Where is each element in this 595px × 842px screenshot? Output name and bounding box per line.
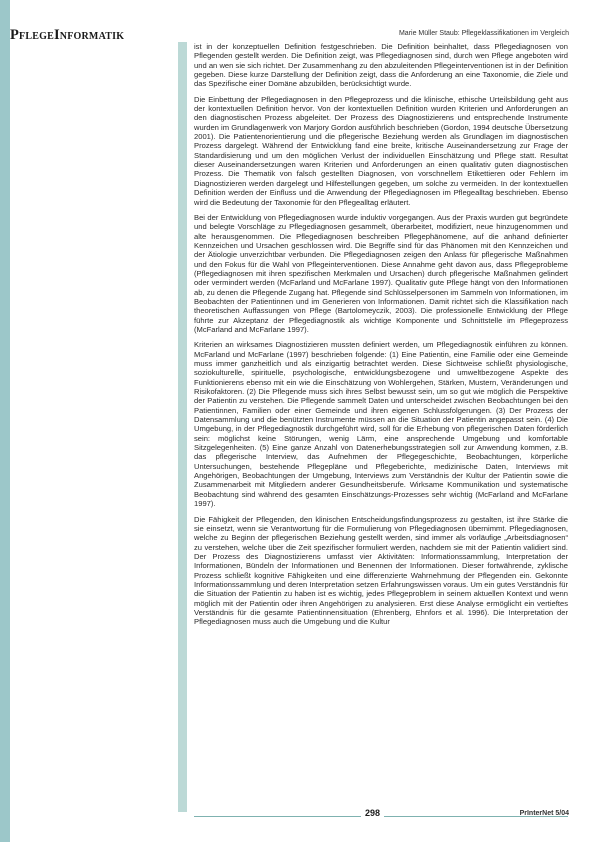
- decorative-sidebar: [178, 42, 187, 812]
- paragraph: Bei der Entwicklung von Pflegediagnosen wurde induktiv vorgegangen. Aus der Praxis wurden gut begründete und belegte Vorschläge zu Pflegediagnosen gesammelt, überarbeitet, modifiziert, neue hinzugenommen und alte herausgenommen. Die Pflegediagnosen beschreiben Pflegephänomene, auf die anhand definierter Kennzeichen und Ursachen geschlossen wird. Die Begriffe sind für das Phänomen mit den Kennzeichen und der Ätiologie unverzichtbar verbunden. Die Pflegediagnosen zeigen den Anlass für pflegerische Maßnahmen und den Fokus für die Wahl von Pflegeinterventionen. Diese Annahme geht davon aus, dass Pflegeprobleme (Pflegediagnosen mit ihren spezifischen Merkmalen und Ursachen) durch pflegerische Maßnahmen gelindert oder vermindert werden (McFarland und McFarlane 1997). Qualitativ gute Pflege hängt von den Informationen ab, zu denen die Pflegende Zugang hat. Pflegende sind Schlüsselpersonen im Sammeln von Informationen, im Beobachten der Patientinnen und im Generieren von Informationen. Damit richtet sich die Klassifikation nach theoretischen Auffassungen von Pflege (Bartolomeyczik, 2003). Die professionelle Entwicklung der Pflege führte zur Akzeptanz der Pflegediagnostik als wichtige Komponente und Schnittstelle im Pflegeprozess (McFarland and McFarlane 1997).: [194, 212, 568, 334]
- paragraph: ist in der konzeptuellen Definition festgeschrieben. Die Definition beinhaltet, dass Pflegediagnosen von Pflegenden gestellt werden. Die Definition zeigt, was Pflegediagnosen sind, durch wen Pflege angeboten wird und an wen sie sich richtet. Der Zusammenhang zu den abzuleitenden Pflegeinterventionen ist in der Definition gegeben. Diese kurze Darstellung der Definition zeigt, dass die Anforderung an eine Taxonomie, die Ziele und das Spezifische einer Domäne abzubilden, berücksichtigt wurde.: [194, 42, 568, 89]
- left-color-band: [0, 0, 10, 842]
- paragraph: Kriterien an wirksames Diagnostizieren mussten definiert werden, um Pflegediagnostik einführen zu können. McFarland und McFarlane (1997) beschrieben folgende: (1) Eine Patientin, eine Familie oder eine Gemeinde muss immer ganzheitlich und als einzigartig betrachtet werden. Diese Sichtweise schließt physiologische, soziokulturelle, spirituelle, psychologische, entwicklungsbezogene und umweltbezogene Aspekte des Funktionierens ebenso mit ein wie die Einschätzung von Wohlergehen, Stärken, Mustern, Veränderungen und Risikofaktoren. (2) Die Pflegende muss sich ihres Selbst bewusst sein, um so gut wie möglich die Perspektive der Patientin zu verstehen. Die Pflegende sammelt Daten und unterscheidet zwischen Beobachtungen bei den Patientinnen, Familien oder einer Gemeinde und ihren eigenen Schlussfolgerungen. (3) Der Prozess der Datensammlung und die benützten Instrumente müssen an die Situation der Patientin angepasst sein. (4) Die Umgebung, in der Pflegediagnostik durchgeführt wird, soll für die Erhebung von pflegerischen Daten förderlich sein: möglichst keine Störungen, wenig Lärm, eine ansprechende Umgebung und komfortable Sitzgelegenheiten. (5) Eine ganze Anzahl von Datenerhebungsstrategien soll zur Anwendung kommen, z.B. das pflegerische Interview, das Aufnehmen der Pflegegeschichte, Beobachtungen, körperliche Untersuchungen, bestehende Pflegepläne und Pflegeberichte, medizinische Daten, Interviews mit Angehörigen, Beobachtungen der Umgebung, Interviews zum Verständnis der Kultur der Patientin sowie die Zusammenarbeit mit Mitgliedern anderer Gesundheitsberufe. Wirksame Kommunikation und systematische Beobachtung sind während des gesamten Einschätzungs-Prozesses sehr wichtig (McFarland and McFarlane 1997).: [194, 340, 568, 509]
- journal-logo: PflegeInformatik: [10, 27, 125, 43]
- journal-issue: PrInterNet 5/04: [519, 810, 569, 817]
- page-number: 298: [361, 808, 384, 818]
- paragraph: Die Einbettung der Pflegediagnosen in den Pflegeprozess und die klinische, ethische Urteilsbildung geht aus der kontextuellen Definition hervor. Von der kontextuellen Definition wurden Kriterien und Anforderungen an den diagnostischen Prozess abgeleitet. Der Prozess des Diagnostizierens und entsprechende Instrumente wurden im Grundlagenwerk von Marjory Gordon ausführlich beschrieben (Gordon, 1994 deutsche Übersetzung 2001). Die Patientenorientierung und die pflegerische Beziehung werden als Grundlagen im diagnostischen Prozess dargelegt. Während der Entwicklung fand eine breite, kritische Auseinandersetzung zur Frage der Standardisierung und um den möglichen Verlust der individuellen Einschätzung und Pflege statt. Resultat dieser Auseinandersetzungen waren Kriterien und Anforderungen an einen qualitativ guten diagnostischen Prozess. Die Thematik von falsch gestellten Diagnosen, von vorschnellem Etikettieren oder Fehlern im Diagnostizieren werden dargelegt und Hilfestellungen gegeben, um solche zu vermeiden. In der kontextuellen Definition werden der Einfluss und die Anwendung der Pflegediagnosen im Pflegealltag beschrieben. Ebenso wird die Bedeutung der Taxonomie für den Pflegealltag erläutert.: [194, 94, 568, 207]
- article-body: [194, 42, 568, 814]
- running-head: Marie Müller Staub: Pflegeklassifikationen im Vergleich: [398, 30, 569, 37]
- paragraph: Die Fähigkeit der Pflegenden, den klinischen Entscheidungsfindungsprozess zu gestalten, ist ihre Stärke die sie einsetzt, wenn sie Verantwortung für die Formulierung von Pflegediagnosen übernimmt. Pflegediagnosen, welche zu Beginn der pflegerischen Beziehung gestellt werden, sind immer als vorläufige „Arbeitsdiagnosen“ zu verstehen, welche über die Zeit spezifischer formuliert werden, nachdem sie mit der Patientin validiert sind. Der Prozess des Diagnostizierens umfasst vier Aktivitäten: Informationssammlung, Interpretation der Informationen, Bündeln der Informationen und Benennen der Informationen. Dieser fortwährende, zyklische Prozess schließt kognitive Fähigkeiten und eine differenzierte Wahrnehmung der Pflegenden ein. Gekonnte Informationssammlung und deren Interpretation setzen Erfahrungswissen voraus. Um ein gutes Verständnis für die Situation der Patientin zu haben ist es wichtig, jedes Pflegeproblem in seinem aktuellen Kontext und wenn möglich mit der Patientin oder ihren Angehörigen zu analysieren. Erst diese Analyse ermöglicht ein vertieftes Verständnis für die gesamte Patientinnensituation (Ehrenberg, Ehnfors et al. 1996). Die Interpretation der Pflegediagnosen muss auch die Umgebung und die Kultur: [194, 514, 568, 627]
